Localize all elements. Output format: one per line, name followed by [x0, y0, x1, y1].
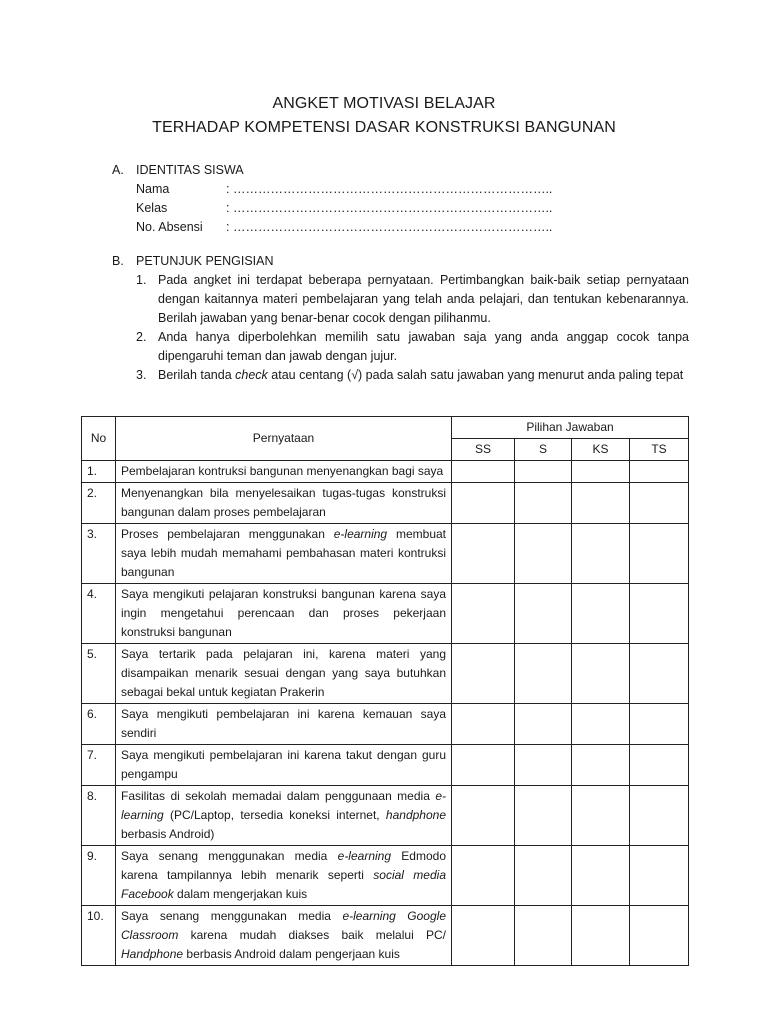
answer-cell-ss[interactable]: [452, 584, 515, 644]
answer-cell-ts[interactable]: [630, 786, 689, 846]
section-heading: IDENTITAS SISWA: [136, 163, 244, 177]
statement-text: Saya mengikuti pembelajaran ini karena kemauan saya sendiri: [121, 707, 446, 740]
row-statement: [116, 584, 452, 644]
statement-text: membuat saya lebih mudah memahami pembahasan materi kontruksi bangunan: [121, 527, 446, 579]
row-statement: [116, 524, 452, 584]
instruction-text-italic: check: [235, 368, 268, 382]
questionnaire-table: [81, 416, 689, 966]
field-blank[interactable]: : …………………………………………………………………..: [226, 182, 553, 196]
answer-cell-ks[interactable]: [572, 524, 630, 584]
answer-cell-s[interactable]: [515, 644, 572, 704]
statement-text: Pembelajaran kontruksi bangunan menyenangkan bagi saya: [121, 464, 444, 478]
table-row: [82, 461, 689, 483]
row-number: 4.: [82, 584, 116, 644]
header-option-ss: SS: [452, 439, 515, 461]
section-identity: [112, 161, 552, 237]
answer-cell-ts[interactable]: [630, 461, 689, 483]
table-row: [82, 584, 689, 644]
statement-text: berbasis Android dalam pengerjaan kuis: [183, 947, 400, 961]
section-instructions: [112, 252, 689, 385]
answer-cell-ts[interactable]: [630, 524, 689, 584]
statement-text: Saya senang menggunakan media: [121, 849, 338, 863]
instruction-text-part: Berilah tanda: [158, 368, 236, 382]
statement-italic-text: e-learning: [121, 789, 446, 822]
header-statement: Pernyataan: [116, 417, 452, 461]
statement-text: Saya tertarik pada pelajaran ini, karena materi yang disampaikan menarik sesuai dengan yang saya butuhkan sebagai bekal untuk kegiatan Prakerin: [121, 647, 446, 699]
answer-cell-ts[interactable]: [630, 846, 689, 906]
answer-cell-s[interactable]: [515, 704, 572, 745]
row-statement: [116, 786, 452, 846]
header-option-ts: TS: [630, 439, 689, 461]
answer-cell-ss[interactable]: [452, 704, 515, 745]
statement-italic-text: e-learning: [337, 849, 392, 863]
statement-italic-text: Handphone: [121, 947, 184, 961]
statement-text: dalam mengerjakan kuis: [173, 887, 308, 901]
section-letter: A.: [112, 163, 124, 177]
statement-text: Saya senang menggunakan media: [121, 909, 343, 923]
answer-cell-ts[interactable]: [630, 483, 689, 524]
statement-italic-text: social media Facebook: [121, 868, 446, 901]
statement-italic-text: handphone: [385, 808, 446, 822]
header-answer-choices: Pilihan Jawaban: [452, 417, 689, 439]
answer-cell-ks[interactable]: [572, 786, 630, 846]
row-statement: [116, 461, 452, 483]
field-blank[interactable]: : …………………………………………………………………..: [226, 201, 553, 215]
section-heading: PETUNJUK PENGISIAN: [136, 254, 274, 268]
answer-cell-ts[interactable]: [630, 584, 689, 644]
table-row: [82, 846, 689, 906]
instruction-text: Pada angket ini terdapat beberapa pernyataan. Pertimbangkan baik-baik setiap pernyataan dengan kaitannya materi pembelajaran yang telah anda pelajari, dan tentukan kebenarannya. Berilah jawaban yang benar-benar cocok dengan pilihanmu.: [158, 273, 689, 325]
instruction-number: 1.: [136, 273, 147, 287]
row-number: 9.: [82, 846, 116, 906]
field-blank[interactable]: : …………………………………………………………………..: [226, 220, 553, 234]
answer-cell-ks[interactable]: [572, 483, 630, 524]
row-number: 10.: [82, 906, 116, 966]
statement-text: Fasilitas di sekolah memadai dalam penggunaan media: [121, 789, 436, 803]
row-number: 3.: [82, 524, 116, 584]
answer-cell-ks[interactable]: [572, 846, 630, 906]
field-label: Kelas: [136, 201, 168, 215]
row-statement: [116, 644, 452, 704]
answer-cell-ss[interactable]: [452, 461, 515, 483]
answer-cell-ks[interactable]: [572, 584, 630, 644]
answer-cell-ks[interactable]: [572, 704, 630, 745]
answer-cell-ks[interactable]: [572, 906, 630, 966]
row-statement: [116, 846, 452, 906]
statement-text: karena mudah diakses baik melalui PC/: [178, 928, 446, 942]
answer-cell-ss[interactable]: [452, 786, 515, 846]
statement-italic-text: e-learning: [333, 527, 388, 541]
field-label: No. Absensi: [136, 220, 203, 234]
header-option-ks: KS: [572, 439, 630, 461]
field-label: Nama: [136, 182, 170, 196]
identity-field-name[interactable]: [136, 180, 552, 199]
answer-cell-s[interactable]: [515, 483, 572, 524]
row-number: 2.: [82, 483, 116, 524]
header-no: No: [82, 417, 116, 461]
table-row: [82, 644, 689, 704]
instruction-item: [136, 366, 689, 385]
row-statement: [116, 906, 452, 966]
answer-cell-ss[interactable]: [452, 745, 515, 786]
answer-cell-s[interactable]: [515, 461, 572, 483]
row-number: 7.: [82, 745, 116, 786]
answer-cell-ks[interactable]: [572, 461, 630, 483]
table-row: [82, 483, 689, 524]
row-statement: [116, 745, 452, 786]
instruction-number: 3.: [136, 368, 147, 382]
answer-cell-ss[interactable]: [452, 846, 515, 906]
instruction-item: [136, 271, 689, 328]
row-number: 6.: [82, 704, 116, 745]
answer-cell-ss[interactable]: [452, 483, 515, 524]
answer-cell-s[interactable]: [515, 846, 572, 906]
statement-text: Saya mengikuti pelajaran konstruksi bangunan karena saya ingin mengetahui perencaan dan proses pekerjaan konstruksi bangunan: [121, 587, 446, 639]
answer-cell-s[interactable]: [515, 745, 572, 786]
answer-cell-ss[interactable]: [452, 644, 515, 704]
answer-cell-s[interactable]: [515, 786, 572, 846]
row-statement: [116, 704, 452, 745]
instruction-text: [158, 366, 683, 385]
section-letter: B.: [112, 254, 124, 268]
answer-cell-ts[interactable]: [630, 704, 689, 745]
statement-text: (PC/Laptop, tersedia koneksi internet,: [163, 808, 386, 822]
header-option-s: S: [515, 439, 572, 461]
statement-text: berbasis Android): [121, 827, 215, 841]
answer-cell-ss[interactable]: [452, 524, 515, 584]
answer-cell-s[interactable]: [515, 524, 572, 584]
instruction-item: [136, 328, 689, 366]
statement-italic-text: e-learning Google Classroom: [121, 909, 446, 942]
table-row: [82, 524, 689, 584]
statement-text: Proses pembelajaran menggunakan: [121, 527, 334, 541]
instruction-text-part: atau centang (√) pada salah satu jawaban yang menurut anda paling tepat: [267, 368, 684, 382]
instruction-number: 2.: [136, 330, 147, 344]
table-row: [82, 786, 689, 846]
row-number: 1.: [82, 461, 116, 483]
table-row: [82, 906, 689, 966]
answer-cell-ts[interactable]: [630, 906, 689, 966]
document-title: ANGKET MOTIVASI BELAJAR: [272, 95, 496, 112]
identity-field-class[interactable]: [136, 199, 552, 218]
statement-text: Saya mengikuti pembelajaran ini karena takut dengan guru pengampu: [121, 748, 446, 781]
row-statement: [116, 483, 452, 524]
document-subtitle: TERHADAP KOMPETENSI DASAR KONSTRUKSI BANGUNAN: [152, 119, 616, 136]
answer-cell-s[interactable]: [515, 906, 572, 966]
questionnaire-body: [82, 461, 689, 966]
identity-field-absence-number[interactable]: [136, 218, 552, 237]
answer-cell-ts[interactable]: [630, 644, 689, 704]
answer-cell-ts[interactable]: [630, 745, 689, 786]
statement-text: Edmodo karena tampilannya lebih menarik seperti: [121, 849, 447, 882]
table-row: [82, 704, 689, 745]
answer-cell-ks[interactable]: [572, 745, 630, 786]
instruction-text: Anda hanya diperbolehkan memilih satu jawaban saja yang anda anggap cocok tanpa dipengaruhi teman dan jawab dengan jujur.: [158, 330, 689, 363]
row-number: 5.: [82, 644, 116, 704]
row-number: 8.: [82, 786, 116, 846]
answer-cell-ks[interactable]: [572, 644, 630, 704]
table-row: [82, 745, 689, 786]
answer-cell-s[interactable]: [515, 584, 572, 644]
answer-cell-ss[interactable]: [452, 906, 515, 966]
statement-text: Menyenangkan bila menyelesaikan tugas-tugas konstruksi bangunan dalam proses pembelajaran: [121, 486, 446, 519]
